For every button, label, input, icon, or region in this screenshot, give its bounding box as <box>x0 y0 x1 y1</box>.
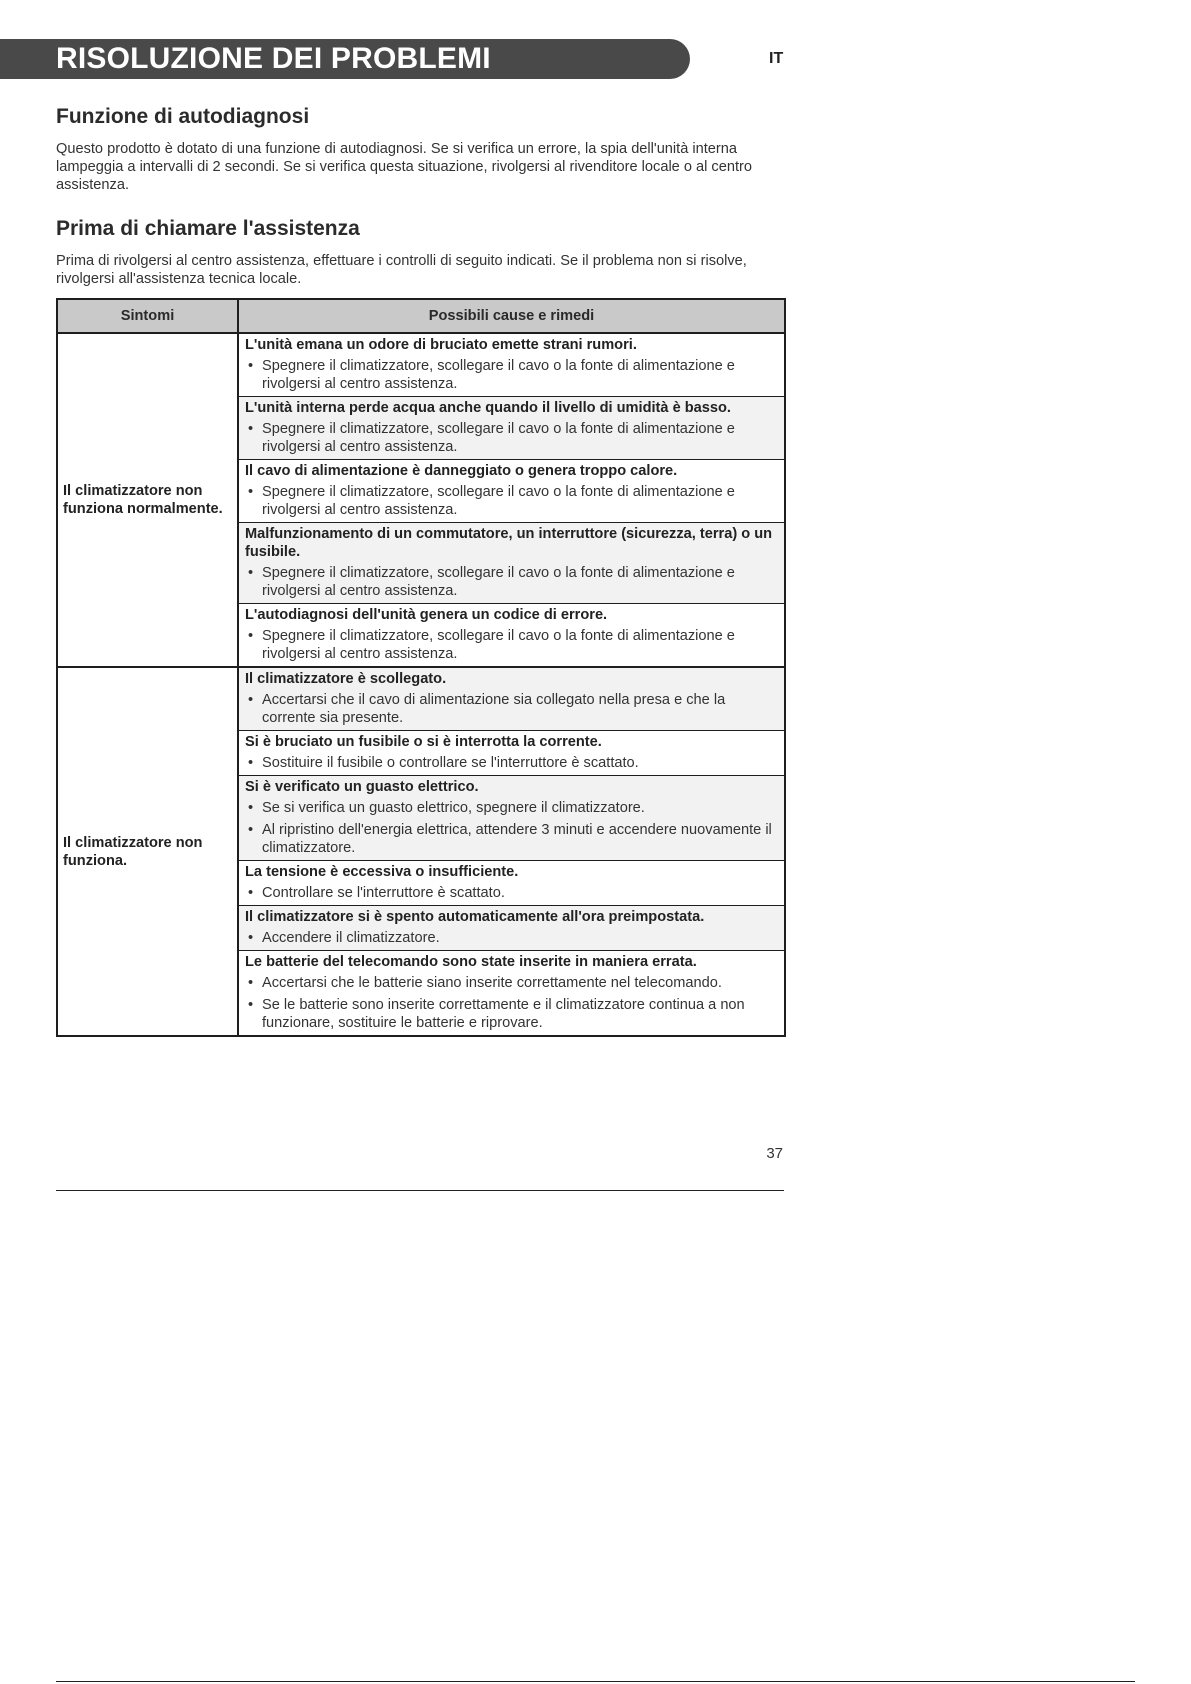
remedy-item: • Spegnere il climatizzatore, scollegare il cavo o la fonte di alimentazione e rivolgersi al centro assistenza. <box>245 564 778 600</box>
table-header-row <box>57 299 785 333</box>
remedy-item: • Accendere il climatizzatore. <box>245 929 778 947</box>
before-service-heading: Prima di chiamare l'assistenza <box>56 217 360 240</box>
remedy-list <box>245 799 778 857</box>
self-diagnosis-text: Questo prodotto è dotato di una funzione di autodiagnosi. Se si verifica un errore, la spia dell'unità interna lampeggia a intervalli di 2 secondi. Se si verifica questa situazione, rivolgersi al rivenditore locale o al centro assistenza. <box>56 141 752 193</box>
causes-cell <box>238 333 785 667</box>
remedy-list <box>245 627 778 663</box>
bottom-divider <box>56 1681 1135 1682</box>
remedy-list <box>245 929 778 947</box>
cause-block <box>239 334 784 396</box>
cause-title: L'unità interna perde acqua anche quando il livello di umidità è basso. <box>245 400 731 416</box>
remedy-list <box>245 564 778 600</box>
cause-block <box>239 603 784 666</box>
remedy-item: • Sostituire il fusibile o controllare se l'interruttore è scattato. <box>245 754 778 772</box>
cause-block <box>239 730 784 775</box>
causes-cell <box>238 667 785 1036</box>
footer-divider <box>56 1190 784 1191</box>
cause-title: Si è bruciato un fusibile o si è interrotta la corrente. <box>245 734 602 750</box>
remedy-item: • Spegnere il climatizzatore, scollegare il cavo o la fonte di alimentazione e rivolgersi al centro assistenza. <box>245 627 778 663</box>
self-diagnosis-section <box>56 105 784 194</box>
remedy-item: • Al ripristino dell'energia elettrica, attendere 3 minuti e accendere nuovamente il climatizzatore. <box>245 821 778 857</box>
remedy-item: • Se le batterie sono inserite correttamente e il climatizzatore continua a non funzionare, sostituire le batterie e riprovare. <box>245 996 778 1032</box>
before-service-section <box>56 217 784 288</box>
cause-title: Il climatizzatore si è spento automaticamente all'ora preimpostata. <box>245 909 705 925</box>
cause-block <box>239 950 784 1035</box>
language-code: IT <box>769 50 784 67</box>
cause-block <box>239 860 784 905</box>
cause-block <box>239 775 784 860</box>
table-row <box>57 667 785 1036</box>
page-number: 37 <box>766 1145 783 1162</box>
remedy-item: • Spegnere il climatizzatore, scollegare il cavo o la fonte di alimentazione e rivolgersi al centro assistenza. <box>245 483 778 519</box>
cause-block <box>239 522 784 603</box>
remedy-list <box>245 357 778 393</box>
symptom-cell: Il climatizzatore non funziona. <box>57 667 238 1036</box>
remedy-item: • Se si verifica un guasto elettrico, spegnere il climatizzatore. <box>245 799 778 817</box>
remedy-item: • Controllare se l'interruttore è scattato. <box>245 884 778 902</box>
self-diagnosis-heading: Funzione di autodiagnosi <box>56 105 310 128</box>
remedy-list <box>245 754 778 772</box>
table-row <box>57 333 785 667</box>
cause-title: Le batterie del telecomando sono state inserite in maniera errata. <box>245 954 697 970</box>
remedy-list <box>245 420 778 456</box>
remedy-list <box>245 483 778 519</box>
column-header-causes: Possibili cause e rimedi <box>238 299 785 333</box>
column-header-symptoms: Sintomi <box>57 299 238 333</box>
remedy-list <box>245 691 778 727</box>
cause-title: Il climatizzatore è scollegato. <box>245 671 447 687</box>
page-title: RISOLUZIONE DEI PROBLEMI <box>56 42 491 75</box>
cause-title: L'unità emana un odore di bruciato emette strani rumori. <box>245 337 637 353</box>
cause-block <box>239 459 784 522</box>
before-service-text: Prima di rivolgersi al centro assistenza, effettuare i controlli di seguito indicati. Se il problema non si risolve, rivolgersi all'assistenza tecnica locale. <box>56 253 747 287</box>
remedy-item: • Accertarsi che le batterie siano inserite correttamente nel telecomando. <box>245 974 778 992</box>
remedy-item: • Accertarsi che il cavo di alimentazione sia collegato nella presa e che la corrente sia presente. <box>245 691 778 727</box>
cause-title: Si è verificato un guasto elettrico. <box>245 779 479 795</box>
cause-title: Malfunzionamento di un commutatore, un interruttore (sicurezza, terra) o un fusibile. <box>245 526 773 560</box>
cause-title: L'autodiagnosi dell'unità genera un codice di errore. <box>245 607 608 623</box>
page-content <box>56 105 784 1037</box>
remedy-item: • Spegnere il climatizzatore, scollegare il cavo o la fonte di alimentazione e rivolgersi al centro assistenza. <box>245 420 778 456</box>
cause-block <box>239 396 784 459</box>
symptom-cell: Il climatizzatore non funziona normalmente. <box>57 333 238 667</box>
remedy-list <box>245 884 778 902</box>
troubleshooting-table <box>56 298 786 1037</box>
remedy-list <box>245 974 778 1032</box>
cause-title: La tensione è eccessiva o insufficiente. <box>245 864 519 880</box>
remedy-item: • Spegnere il climatizzatore, scollegare il cavo o la fonte di alimentazione e rivolgersi al centro assistenza. <box>245 357 778 393</box>
cause-title: Il cavo di alimentazione è danneggiato o genera troppo calore. <box>245 463 678 479</box>
cause-block <box>239 905 784 950</box>
cause-block <box>239 668 784 730</box>
